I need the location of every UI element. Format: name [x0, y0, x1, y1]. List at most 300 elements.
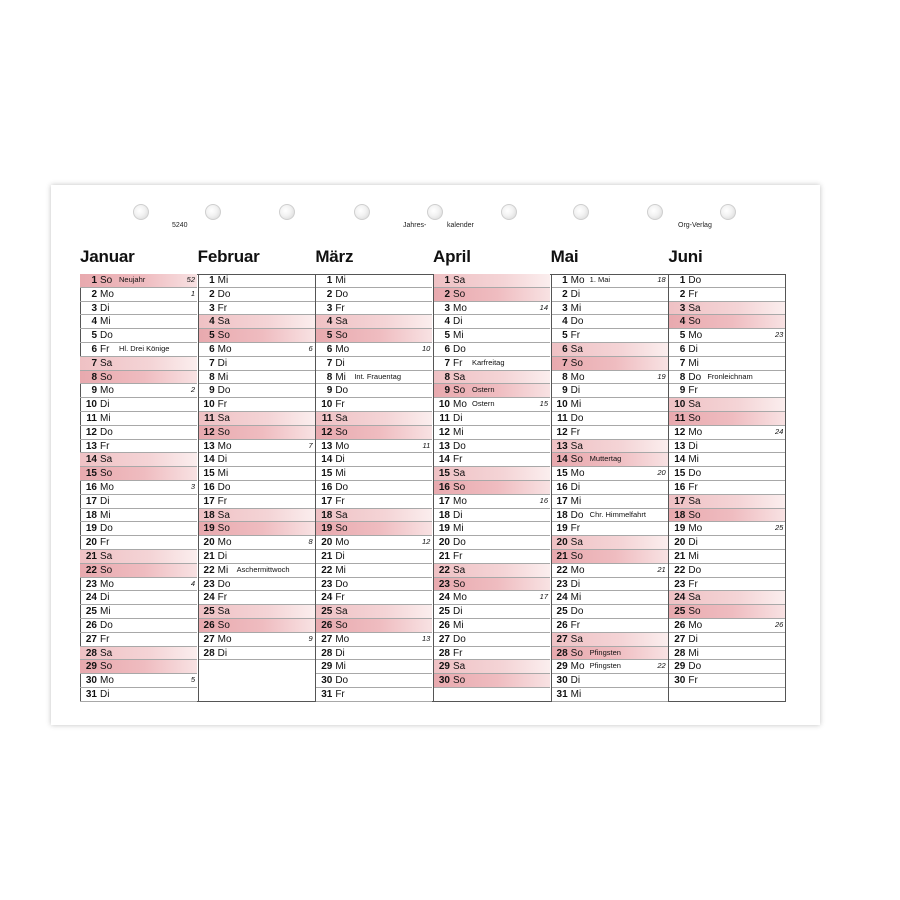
- day-number: 5: [209, 330, 215, 342]
- day-row: [433, 550, 550, 564]
- day-row: [80, 398, 197, 412]
- weekday: Sa: [453, 564, 466, 576]
- day-number: 15: [85, 468, 97, 480]
- weekday: Mo: [100, 675, 114, 687]
- day-row: [198, 398, 315, 412]
- weekday: Sa: [217, 316, 230, 328]
- day-number: 7: [444, 357, 450, 369]
- day-row: [80, 426, 197, 440]
- weekday: Fr: [570, 619, 581, 631]
- day-row: [551, 536, 668, 550]
- day-row: [551, 412, 668, 426]
- weekday: Di: [570, 675, 581, 687]
- weekday: Fr: [217, 495, 228, 507]
- day-number: 28: [556, 647, 568, 659]
- weekday: Di: [217, 550, 228, 562]
- day-number: 30: [438, 675, 450, 687]
- day-number: 15: [438, 468, 450, 480]
- holiday-label: Chr. Himmelfahrt: [589, 509, 646, 519]
- weekday: Do: [335, 578, 349, 590]
- day-number: 10: [556, 399, 568, 411]
- day-row: [433, 522, 550, 536]
- day-row: [80, 591, 197, 605]
- day-number: 30: [85, 675, 97, 687]
- weekday: Mo: [688, 619, 703, 631]
- weekday: Do: [100, 619, 113, 631]
- day-number: 14: [438, 454, 450, 466]
- day-number: 3: [444, 302, 450, 314]
- day-row: [668, 509, 785, 523]
- day-number: 21: [203, 550, 215, 562]
- day-number: 3: [562, 302, 568, 314]
- day-row: [551, 440, 668, 454]
- day-row: [668, 536, 785, 550]
- day-row: [315, 467, 432, 481]
- day-row: [551, 619, 668, 633]
- day-row: [315, 647, 432, 661]
- day-row: [80, 578, 197, 592]
- day-number: 4: [326, 316, 333, 328]
- day-row: [668, 288, 785, 302]
- day-row: [551, 467, 668, 481]
- day-number: 1: [444, 275, 450, 286]
- day-number: 3: [326, 302, 333, 314]
- day-row: [433, 288, 550, 302]
- weekday: Fr: [335, 399, 345, 411]
- weekday: Mo: [217, 537, 232, 549]
- day-number: 1: [91, 275, 97, 286]
- weekday: Do: [453, 440, 466, 452]
- day-number: 21: [321, 550, 333, 562]
- week-number: 12: [421, 537, 431, 547]
- day-number: 7: [679, 357, 686, 369]
- day-number: 6: [679, 343, 686, 355]
- day-number: 10: [321, 399, 333, 411]
- day-number: 12: [85, 426, 97, 438]
- day-number: 20: [203, 537, 215, 549]
- weekday: So: [100, 661, 113, 673]
- day-list: [315, 274, 432, 702]
- day-number: 29: [556, 661, 568, 673]
- weekday: So: [217, 330, 230, 342]
- weekday: Fr: [688, 675, 698, 687]
- day-row: [551, 522, 668, 536]
- weekday: So: [453, 385, 466, 397]
- day-number: 17: [321, 495, 333, 507]
- day-row: [551, 647, 668, 661]
- week-number: 22: [657, 661, 666, 671]
- weekday: Mo: [100, 385, 114, 397]
- weekday: Fr: [453, 454, 463, 466]
- day-row: [315, 453, 432, 467]
- day-row: [198, 426, 315, 440]
- weekday: Sa: [100, 454, 113, 466]
- weekday: Do: [217, 288, 231, 300]
- day-number: 8: [562, 371, 568, 383]
- day-row: [433, 578, 550, 592]
- weekday: Mi: [335, 275, 346, 286]
- day-number: 13: [203, 440, 215, 452]
- day-row: [315, 509, 432, 523]
- day-number: 10: [85, 399, 97, 411]
- weekday: Do: [570, 606, 584, 618]
- day-number: 2: [326, 288, 333, 300]
- weekday: Do: [335, 675, 349, 687]
- month-name: Mai: [550, 247, 579, 266]
- weekday: Di: [100, 592, 110, 604]
- day-row: [315, 536, 432, 550]
- day-row: [551, 660, 668, 674]
- month-name: Juni: [668, 247, 703, 266]
- day-row: [433, 274, 550, 288]
- day-row: [315, 591, 432, 605]
- week-number: 1: [190, 288, 195, 298]
- day-row: [433, 329, 550, 343]
- weekday: Mo: [453, 495, 467, 507]
- day-row: [80, 412, 197, 426]
- week-number: 11: [422, 440, 431, 450]
- punch-hole-icon: [720, 204, 736, 220]
- day-number: 16: [674, 481, 686, 493]
- day-number: 6: [562, 343, 568, 355]
- day-number: 26: [674, 619, 686, 631]
- day-row: [80, 384, 197, 398]
- week-number: 7: [308, 440, 313, 450]
- weekday: So: [335, 426, 348, 438]
- day-number: 14: [556, 454, 568, 466]
- day-row: [433, 343, 550, 357]
- day-list: [668, 274, 785, 702]
- day-row: [551, 288, 668, 302]
- weekday: Mo: [570, 275, 585, 286]
- weekday: Di: [688, 440, 698, 452]
- day-number: 2: [444, 288, 450, 300]
- column-divider: [433, 274, 434, 702]
- day-row: [315, 315, 432, 329]
- day-number: 16: [321, 481, 333, 493]
- day-row: [551, 357, 668, 371]
- day-number: 11: [557, 412, 568, 424]
- weekday: Mi: [688, 454, 699, 466]
- title-part-1: Jahres-: [403, 222, 427, 229]
- day-row: [551, 453, 668, 467]
- day-number: 12: [203, 426, 215, 438]
- day-row: [668, 647, 785, 661]
- weekday: Di: [100, 495, 110, 507]
- day-number: 31: [556, 688, 568, 700]
- weekday: Sa: [453, 371, 466, 383]
- weekday: Do: [100, 523, 113, 535]
- day-row: [198, 578, 315, 592]
- day-number: 24: [438, 592, 450, 604]
- day-number: 20: [321, 537, 333, 549]
- day-list: [551, 274, 668, 702]
- day-number: 12: [321, 426, 333, 438]
- weekday: So: [100, 564, 113, 576]
- week-number: 4: [190, 578, 195, 588]
- weekday: Di: [100, 302, 110, 314]
- weekday: Mi: [688, 550, 699, 562]
- week-number: 15: [539, 399, 548, 409]
- punch-hole-icon: [133, 204, 149, 220]
- weekday: So: [570, 550, 583, 562]
- day-number: 16: [203, 481, 215, 493]
- day-number: 29: [438, 661, 450, 673]
- day-number: 29: [674, 661, 686, 673]
- weekday: Fr: [453, 550, 463, 562]
- day-number: 20: [556, 537, 568, 549]
- day-number: 2: [91, 288, 97, 300]
- weekday: Di: [217, 357, 228, 369]
- weekday: Mo: [217, 343, 232, 355]
- day-row: [198, 384, 315, 398]
- day-row: [80, 467, 197, 481]
- day-number: 20: [674, 537, 686, 549]
- weekday: Do: [688, 468, 702, 480]
- day-number: 3: [209, 302, 215, 314]
- day-row: [80, 619, 197, 633]
- day-number: 11: [86, 412, 97, 424]
- day-number: 4: [679, 316, 686, 328]
- holiday-label: Pfingsten: [589, 661, 621, 671]
- day-number: 25: [556, 606, 568, 618]
- day-number: 5: [91, 330, 97, 342]
- day-number: 1: [326, 275, 333, 286]
- month-column: [197, 247, 315, 702]
- product-code: 5240: [172, 222, 188, 229]
- week-number: 26: [775, 619, 784, 629]
- day-number: 9: [209, 385, 215, 397]
- weekday: Do: [100, 426, 113, 438]
- day-row: [433, 591, 550, 605]
- week-number: 52: [186, 275, 195, 284]
- day-row: [551, 674, 668, 688]
- day-row: [433, 315, 550, 329]
- day-row: [80, 371, 197, 385]
- weekday: Fr: [100, 440, 110, 452]
- day-number: 9: [562, 385, 568, 397]
- week-number: 24: [775, 426, 784, 436]
- day-row: [668, 315, 785, 329]
- day-row: [551, 384, 668, 398]
- day-row: [433, 467, 550, 481]
- weekday: Mi: [570, 495, 582, 507]
- punch-hole-icon: [573, 204, 589, 220]
- weekday: Fr: [335, 495, 345, 507]
- day-row: [433, 509, 550, 523]
- day-number: 15: [203, 468, 215, 480]
- holiday-label: Int. Frauentag: [354, 371, 402, 381]
- day-list: [433, 274, 550, 702]
- weekday: Fr: [217, 399, 228, 411]
- weekday: Fr: [335, 592, 345, 604]
- holiday-label: Aschermittwoch: [236, 564, 290, 574]
- day-row: [315, 495, 432, 509]
- weekday: Di: [335, 647, 345, 659]
- month-column: [315, 247, 432, 702]
- day-row: [315, 633, 432, 647]
- weekday: Mi: [453, 523, 464, 535]
- weekday: Mi: [217, 371, 229, 383]
- day-number: 17: [203, 495, 215, 507]
- week-number: 16: [539, 495, 548, 505]
- day-number: 24: [203, 592, 215, 604]
- weekday: So: [335, 619, 348, 631]
- weekday: So: [453, 288, 466, 300]
- punch-hole-icon: [501, 204, 517, 220]
- week-number: 14: [539, 302, 548, 312]
- weekday: Fr: [570, 426, 581, 438]
- day-number: 22: [674, 564, 686, 576]
- day-row: [80, 605, 197, 619]
- weekday: Do: [688, 275, 702, 286]
- day-row: [551, 591, 668, 605]
- day-row: [551, 578, 668, 592]
- day-row: [668, 440, 785, 454]
- week-number: 18: [657, 275, 666, 284]
- weekday: Di: [217, 647, 228, 659]
- day-number: 26: [321, 619, 333, 631]
- day-number: 26: [556, 619, 568, 631]
- week-number: 17: [539, 592, 548, 602]
- day-number: 24: [674, 592, 686, 604]
- day-number: 3: [679, 302, 686, 314]
- weekday: Do: [217, 578, 231, 590]
- day-number: 1: [209, 275, 215, 286]
- day-number: 9: [444, 385, 450, 397]
- day-number: 8: [326, 371, 333, 383]
- weekday: Sa: [453, 275, 466, 286]
- day-row: [551, 343, 668, 357]
- day-number: 5: [679, 330, 686, 342]
- day-number: 27: [203, 633, 215, 645]
- weekday: Fr: [100, 537, 110, 549]
- day-row: [551, 426, 668, 440]
- day-number: 11: [439, 412, 450, 424]
- column-divider: [551, 274, 552, 702]
- day-row: [433, 660, 550, 674]
- weekday: Sa: [453, 661, 466, 673]
- weekday: Mo: [217, 440, 232, 452]
- column-divider: [668, 274, 669, 702]
- day-number: 5: [562, 330, 568, 342]
- day-number: 7: [91, 357, 97, 369]
- weekday: Fr: [335, 688, 345, 700]
- weekday: Fr: [335, 302, 345, 314]
- weekday: Fr: [100, 343, 110, 355]
- punch-hole-icon: [427, 204, 443, 220]
- day-row: [315, 660, 432, 674]
- weekday: Sa: [335, 509, 348, 521]
- day-row: [198, 315, 315, 329]
- weekday: Fr: [688, 288, 698, 300]
- day-number: 2: [679, 288, 686, 300]
- weekday: Do: [570, 412, 584, 424]
- day-row: [315, 522, 432, 536]
- day-number: 8: [444, 371, 450, 383]
- day-number: 16: [438, 481, 450, 493]
- day-number: 22: [203, 564, 215, 576]
- day-row: [198, 288, 315, 302]
- weekday: Di: [217, 454, 228, 466]
- weekday: Di: [453, 509, 463, 521]
- weekday: Do: [100, 330, 113, 342]
- day-number: 26: [203, 619, 215, 631]
- day-number: 15: [556, 468, 568, 480]
- weekday: Di: [335, 454, 345, 466]
- weekday: Mi: [217, 275, 229, 286]
- weekday: Mi: [335, 661, 346, 673]
- day-row: [198, 440, 315, 454]
- day-row: [551, 398, 668, 412]
- weekday: Mo: [335, 537, 350, 549]
- day-row: [198, 412, 315, 426]
- day-number: 16: [85, 481, 97, 493]
- day-number: 22: [321, 564, 333, 576]
- punch-hole-icon: [354, 204, 370, 220]
- weekday: Do: [453, 537, 466, 549]
- weekday: Sa: [217, 606, 230, 618]
- day-number: 14: [321, 454, 333, 466]
- day-row: [198, 619, 315, 633]
- week-number: 10: [421, 343, 431, 353]
- weekday: Fr: [100, 633, 110, 645]
- day-number: 26: [438, 619, 450, 631]
- weekday: Do: [570, 316, 584, 328]
- holiday-label: Pfingsten: [589, 647, 621, 657]
- day-row: [80, 453, 197, 467]
- holiday-label: Ostern: [472, 399, 495, 409]
- title-part-2: kalender: [447, 222, 474, 229]
- day-number: 15: [321, 468, 333, 480]
- weekday: Mi: [217, 468, 229, 480]
- weekday: Sa: [217, 509, 230, 521]
- weekday: Mi: [217, 564, 229, 576]
- day-row: [315, 384, 432, 398]
- holiday-label: Ostern: [472, 385, 495, 395]
- day-number: 18: [438, 509, 450, 521]
- weekday: So: [570, 647, 583, 659]
- day-row: [80, 315, 197, 329]
- holiday-label: Karfreitag: [472, 357, 505, 367]
- weekday: Mi: [100, 606, 111, 618]
- day-number: 10: [203, 399, 215, 411]
- day-number: 17: [438, 495, 450, 507]
- day-number: 19: [438, 523, 450, 535]
- day-row: [198, 509, 315, 523]
- day-number: 17: [674, 495, 686, 507]
- day-number: 27: [85, 633, 97, 645]
- day-row: [80, 481, 197, 495]
- month-column: [668, 247, 785, 702]
- day-number: 23: [438, 578, 450, 590]
- day-row: [80, 343, 197, 357]
- calendar-grid: [80, 247, 786, 702]
- weekday: Di: [453, 412, 463, 424]
- day-row: [198, 633, 315, 647]
- day-row: [198, 564, 315, 578]
- day-number: 29: [321, 661, 333, 673]
- day-number: 14: [203, 454, 215, 466]
- day-row: [433, 371, 550, 385]
- day-row: [433, 453, 550, 467]
- day-number: 26: [85, 619, 97, 631]
- day-number: 25: [321, 606, 333, 618]
- weekday: Do: [688, 661, 702, 673]
- weekday: Sa: [335, 412, 348, 424]
- weekday: Mi: [453, 426, 464, 438]
- day-number: 21: [438, 550, 450, 562]
